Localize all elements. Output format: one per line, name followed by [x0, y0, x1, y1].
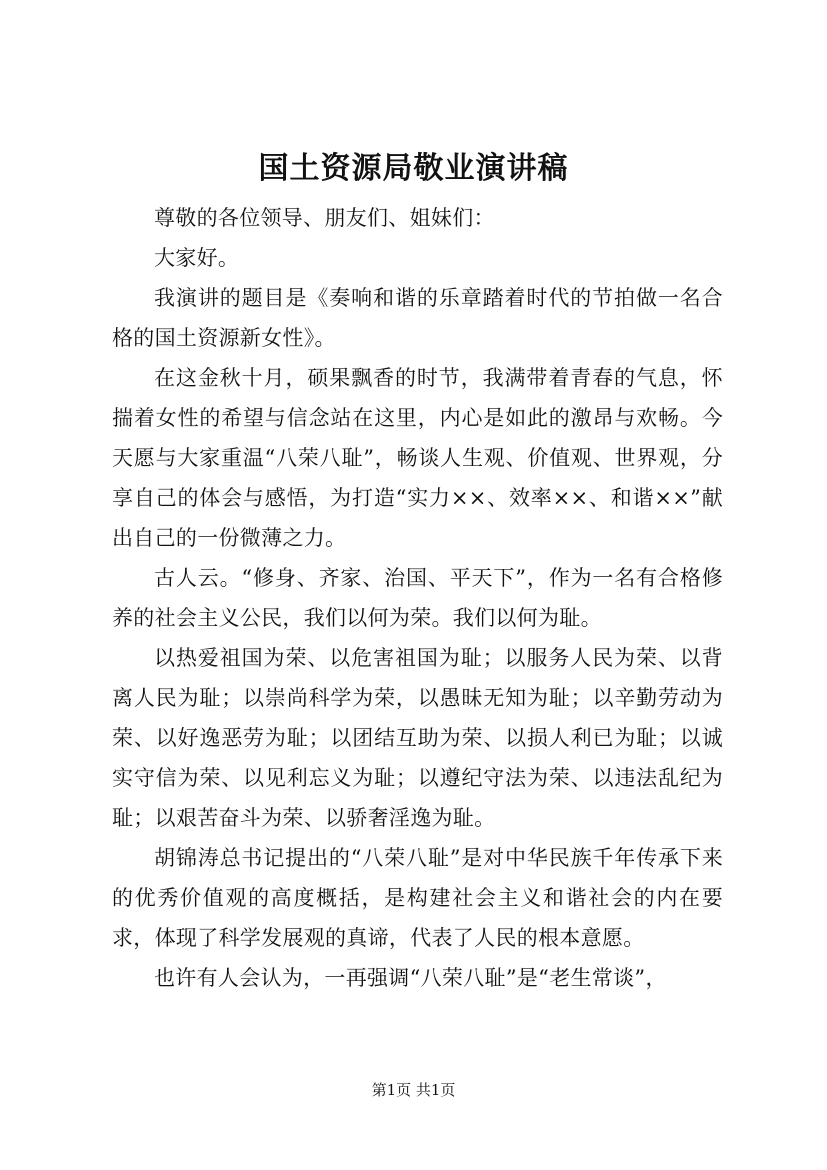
paragraph: 胡锦涛总书记提出的“八荣八耻”是对中华民族千年传承下来的优秀价值观的高度概括，是构建社会主义和谐社会的内在要求，体现了科学发展观的真谛，代表了人民的根本意愿。: [112, 846, 723, 950]
paragraph: 也许有人会认为，一再强调“八荣八耻”是“老生常谈”，: [154, 966, 667, 990]
paragraph: 大家好。: [154, 246, 240, 270]
paragraph: 古人云。“修身、齐家、治国、平天下”，作为一名有合格修养的社会主义公民，我们以何为荣。我们以何为耻。: [112, 566, 723, 630]
paragraph: 以热爱祖国为荣、以危害祖国为耻；以服务人民为荣、以背离人民为耻；以崇尚科学为荣，以愚昧无知为耻；以辛勤劳动为荣、以好逸恶劳为耻；以团结互助为荣、以损人利已为耻；以诚实守信为荣、以见利忘义为耻；以遵纪守法为荣、以违法乱纪为耻；以艰苦奋斗为荣、以骄奢淫逸为耻。: [112, 646, 723, 830]
document-body: [112, 198, 723, 998]
page-footer: 第1页 共1页: [371, 1081, 456, 1099]
paragraph: 在这金秋十月，硕果飘香的时节，我满带着青春的气息，怀揣着女性的希望与信念站在这里，内心是如此的激昂与欢畅。今天愿与大家重温“八荣八耻”，畅谈人生观、价值观、世界观，分享自己的体会与感悟，为打造“实力××、效率××、和谐××”献出自己的一份微薄之力。: [112, 366, 723, 550]
paragraph: 尊敬的各位领导、朋友们、姐妹们：: [154, 206, 495, 230]
document-title: 国土资源局敬业演讲稿: [258, 151, 569, 186]
paragraph: 我演讲的题目是《奏响和谐的乐章踏着时代的节拍做一名合格的国土资源新女性》。: [112, 286, 723, 350]
